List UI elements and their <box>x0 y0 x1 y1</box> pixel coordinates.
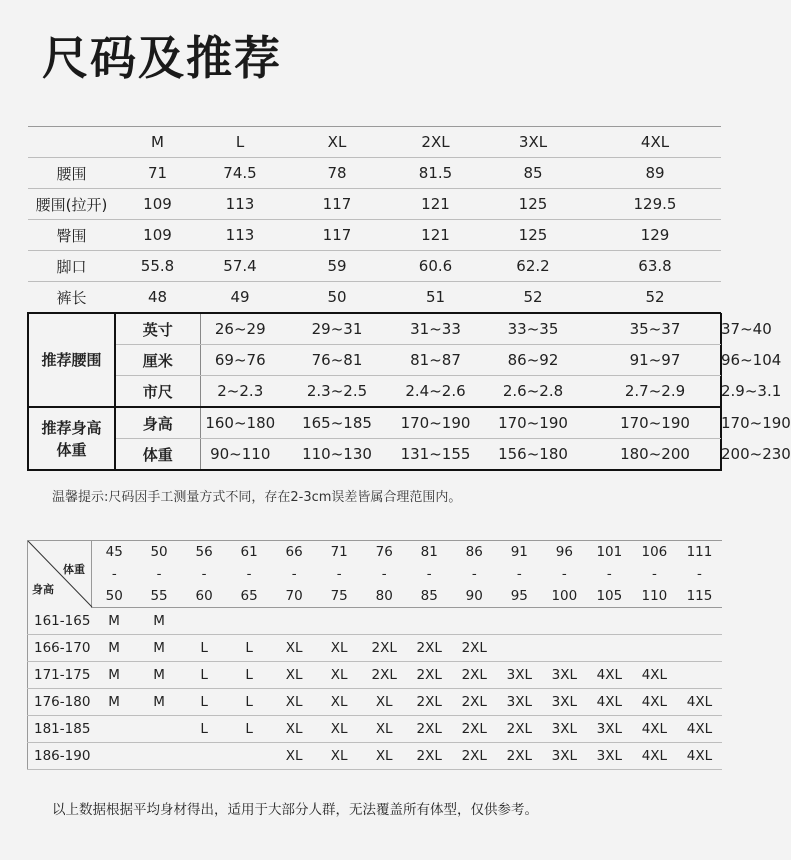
measure-value: 129 <box>589 220 721 251</box>
waist-value: 31~33 <box>394 313 477 345</box>
recommended-size: 2XL <box>452 743 497 770</box>
corner-height-label: 身高 <box>32 583 54 596</box>
size-header-cell: XL <box>280 127 394 158</box>
measure-value: 113 <box>200 189 280 220</box>
weight-dash: - <box>426 566 432 582</box>
body-value: 110~130 <box>280 439 394 471</box>
recommended-size: XL <box>317 662 362 689</box>
recommended-size: 4XL <box>632 662 677 689</box>
weight-low-row <box>28 541 723 564</box>
recommended-size: XL <box>317 689 362 716</box>
measure-label: 裤长 <box>28 282 115 314</box>
recommended-size: L <box>182 662 227 689</box>
measure-value: 50 <box>280 282 394 314</box>
recommended-size: 4XL <box>677 743 722 770</box>
weight-dash: - <box>651 566 657 582</box>
recommended-size <box>227 743 272 770</box>
recommended-size: 4XL <box>677 689 722 716</box>
recommended-size: XL <box>272 662 317 689</box>
recommended-size: 2XL <box>407 716 452 743</box>
recommended-size: L <box>182 689 227 716</box>
recommended-size: M <box>92 689 137 716</box>
weight-low: 91 <box>497 541 542 564</box>
recommended-size: L <box>227 662 272 689</box>
weight-low: 76 <box>362 541 407 564</box>
measure-value: 89 <box>589 158 721 189</box>
measure-value: 63.8 <box>589 251 721 282</box>
height-row <box>28 635 723 662</box>
body-group-label <box>28 407 115 470</box>
recommended-size: XL <box>362 689 407 716</box>
weight-dash: - <box>201 566 207 582</box>
recommended-size: 3XL <box>587 716 632 743</box>
measurement-note: 温馨提示:尺码因手工测量方式不同，存在2-3cm误差皆属合理范围内。 <box>52 490 462 505</box>
weight-low: 66 <box>272 541 317 564</box>
recommended-size <box>542 608 587 635</box>
recommended-size <box>452 608 497 635</box>
recommended-size <box>677 662 722 689</box>
weight-dash: - <box>606 566 612 582</box>
height-label: 186-190 <box>28 743 92 770</box>
recommended-size: 2XL <box>452 716 497 743</box>
height-row <box>28 662 723 689</box>
measure-row <box>28 282 721 314</box>
recommended-size: XL <box>272 635 317 662</box>
recommended-size: M <box>92 608 137 635</box>
measure-value: 129.5 <box>589 189 721 220</box>
weight-low: 106 <box>632 541 677 564</box>
recommended-size: L <box>182 635 227 662</box>
recommended-size <box>497 635 542 662</box>
weight-high: 115 <box>677 585 722 608</box>
recommended-size: XL <box>362 743 407 770</box>
measure-value: 78 <box>280 158 394 189</box>
recommended-size: 3XL <box>542 689 587 716</box>
corner-cell <box>28 541 92 608</box>
body-group-line2: 体重 <box>56 440 87 459</box>
measure-value: 117 <box>280 220 394 251</box>
measure-row <box>28 158 721 189</box>
recommended-size: M <box>92 662 137 689</box>
recommended-size: 2XL <box>452 635 497 662</box>
recommended-size <box>317 608 362 635</box>
height-label: 176-180 <box>28 689 92 716</box>
weight-low: 56 <box>182 541 227 564</box>
waist-value: 91~97 <box>589 345 721 376</box>
size-chart-table <box>27 126 791 471</box>
recommended-size <box>587 608 632 635</box>
weight-dash: - <box>471 566 477 582</box>
waist-value: 2.4~2.6 <box>394 376 477 408</box>
recommended-size: 4XL <box>587 689 632 716</box>
waist-value: 69~76 <box>200 345 280 376</box>
recommended-size <box>182 743 227 770</box>
measure-label: 腰围 <box>28 158 115 189</box>
recommended-size <box>677 608 722 635</box>
body-value: 170~190 <box>477 407 589 439</box>
recommended-size <box>497 608 542 635</box>
weight-low: 86 <box>452 541 497 564</box>
weight-high: 80 <box>362 585 407 608</box>
measure-row <box>28 189 721 220</box>
recommended-size <box>362 608 407 635</box>
weight-low: 71 <box>317 541 362 564</box>
recommended-size: XL <box>272 689 317 716</box>
measure-label: 脚口 <box>28 251 115 282</box>
size-header-cell: 2XL <box>394 127 477 158</box>
measure-value: 113 <box>200 220 280 251</box>
measure-value: 74.5 <box>200 158 280 189</box>
recommended-size: 2XL <box>452 689 497 716</box>
body-value: 131~155 <box>394 439 477 471</box>
weight-dash: - <box>156 566 162 582</box>
measure-value: 57.4 <box>200 251 280 282</box>
height-row <box>28 608 723 635</box>
measure-value: 109 <box>115 189 200 220</box>
recommended-size <box>632 635 677 662</box>
recommended-size <box>182 608 227 635</box>
recommended-size: XL <box>317 635 362 662</box>
weight-high: 95 <box>497 585 542 608</box>
weight-high: 100 <box>542 585 587 608</box>
waist-value: 2.3~2.5 <box>280 376 394 408</box>
recommended-size: 2XL <box>497 716 542 743</box>
recommended-size <box>677 635 722 662</box>
measure-value: 117 <box>280 189 394 220</box>
weight-dash: - <box>246 566 252 582</box>
header-corner <box>28 127 115 158</box>
weight-low: 81 <box>407 541 452 564</box>
weight-low: 96 <box>542 541 587 564</box>
size-header-cell: 4XL <box>589 127 721 158</box>
measure-value: 59 <box>280 251 394 282</box>
weight-low: 61 <box>227 541 272 564</box>
recommended-size: L <box>227 689 272 716</box>
recommended-size: 4XL <box>632 743 677 770</box>
weight-dash: - <box>291 566 297 582</box>
recommended-size: M <box>137 635 182 662</box>
recommended-size: 3XL <box>542 743 587 770</box>
corner-weight-label: 体重 <box>63 563 85 576</box>
recommended-size: 3XL <box>497 689 542 716</box>
size-header-cell: 3XL <box>477 127 589 158</box>
recommended-size: XL <box>317 743 362 770</box>
recommended-size <box>587 635 632 662</box>
recommended-size: L <box>182 716 227 743</box>
waist-value: 2.6~2.8 <box>477 376 589 408</box>
recommended-size <box>137 716 182 743</box>
body-value: 170~190 <box>394 407 477 439</box>
recommended-size: 2XL <box>362 662 407 689</box>
recommended-size: 4XL <box>632 689 677 716</box>
body-row: 体重 90~110 110~130 131~155 156~180 180~200 200~230 <box>28 439 721 471</box>
weight-high: 110 <box>632 585 677 608</box>
recommended-size: L <box>227 635 272 662</box>
measure-value: 81.5 <box>394 158 477 189</box>
waist-row: 厘米 69~76 76~81 81~87 86~92 91~97 96~104 <box>28 345 721 376</box>
recommended-size: 4XL <box>677 716 722 743</box>
waist-value: 81~87 <box>394 345 477 376</box>
measure-value: 121 <box>394 220 477 251</box>
measure-label: 臀围 <box>28 220 115 251</box>
weight-high: 75 <box>317 585 362 608</box>
recommended-size <box>407 608 452 635</box>
height-row <box>28 716 723 743</box>
size-header-row <box>28 127 721 158</box>
recommended-size <box>272 608 317 635</box>
waist-unit-label: 厘米 <box>115 345 200 376</box>
recommended-size <box>137 743 182 770</box>
measure-value: 121 <box>394 189 477 220</box>
size-header-cell: L <box>200 127 280 158</box>
weight-low: 111 <box>677 541 722 564</box>
body-metric-label: 身高 <box>115 407 200 439</box>
weight-high: 55 <box>137 585 182 608</box>
recommended-size: M <box>137 608 182 635</box>
weight-dash: - <box>111 566 117 582</box>
recommended-size: XL <box>272 716 317 743</box>
measure-value: 109 <box>115 220 200 251</box>
weight-dash: - <box>561 566 567 582</box>
height-row <box>28 743 723 770</box>
recommended-size: 3XL <box>542 662 587 689</box>
body-value: 165~185 <box>280 407 394 439</box>
measure-value: 125 <box>477 220 589 251</box>
body-metric-label: 体重 <box>115 439 200 471</box>
weight-high: 105 <box>587 585 632 608</box>
recommended-size: 3XL <box>542 716 587 743</box>
recommended-size: 2XL <box>407 635 452 662</box>
measure-value: 71 <box>115 158 200 189</box>
recommended-size: M <box>92 635 137 662</box>
waist-value: 29~31 <box>280 313 394 345</box>
waist-row: 市尺 2~2.3 2.3~2.5 2.4~2.6 2.6~2.8 2.7~2.9 2.9~3.1 <box>28 376 721 408</box>
recommended-size <box>632 608 677 635</box>
waist-value: 33~35 <box>477 313 589 345</box>
recommended-size: 3XL <box>497 662 542 689</box>
measure-row <box>28 220 721 251</box>
measure-value: 51 <box>394 282 477 314</box>
body-row: 推荐身高 体重 身高 160~180 165~185 170~190 170~190 170~190 170~190 <box>28 407 721 439</box>
body-value: 156~180 <box>477 439 589 471</box>
recommended-size: 2XL <box>452 662 497 689</box>
body-value: 90~110 <box>200 439 280 471</box>
recommended-size: 4XL <box>632 716 677 743</box>
recommended-size: XL <box>362 716 407 743</box>
recommended-size: 2XL <box>407 689 452 716</box>
recommended-size: 2XL <box>497 743 542 770</box>
recommended-size: L <box>227 716 272 743</box>
measure-value: 49 <box>200 282 280 314</box>
waist-value: 86~92 <box>477 345 589 376</box>
recommended-size <box>92 743 137 770</box>
size-header-cell: M <box>115 127 200 158</box>
waist-value: 2~2.3 <box>200 376 280 408</box>
recommendation-table <box>27 540 722 770</box>
waist-value: 2.7~2.9 <box>589 376 721 408</box>
weight-high: 60 <box>182 585 227 608</box>
weight-dash: - <box>697 566 702 582</box>
waist-unit-label: 市尺 <box>115 376 200 408</box>
recommended-size <box>92 716 137 743</box>
waist-value: 76~81 <box>280 345 394 376</box>
body-value: 180~200 <box>589 439 721 471</box>
disclaimer-note: 以上数据根据平均身材得出，适用于大部分人群，无法覆盖所有体型，仅供参考。 <box>52 802 538 818</box>
measure-value: 60.6 <box>394 251 477 282</box>
waist-value: 35~37 <box>589 313 721 345</box>
recommended-size: 4XL <box>587 662 632 689</box>
recommended-size <box>542 635 587 662</box>
measure-value: 85 <box>477 158 589 189</box>
height-label: 161-165 <box>28 608 92 635</box>
waist-unit-label: 英寸 <box>115 313 200 345</box>
weight-low: 50 <box>137 541 182 564</box>
measure-row <box>28 251 721 282</box>
body-value: 160~180 <box>200 407 280 439</box>
recommended-size <box>227 608 272 635</box>
height-label: 181-185 <box>28 716 92 743</box>
measure-label: 腰围(拉开) <box>28 189 115 220</box>
weight-high: 70 <box>272 585 317 608</box>
weight-high-row <box>28 585 723 608</box>
weight-high: 85 <box>407 585 452 608</box>
height-label: 166-170 <box>28 635 92 662</box>
weight-high: 65 <box>227 585 272 608</box>
recommended-size: 2XL <box>407 662 452 689</box>
measure-value: 52 <box>477 282 589 314</box>
weight-high: 50 <box>92 585 137 608</box>
waist-row: 推荐腰围 英寸 26~29 29~31 31~33 33~35 35~37 37~40 <box>28 313 721 345</box>
waist-group-label: 推荐腰围 <box>28 313 115 407</box>
measure-value: 55.8 <box>115 251 200 282</box>
recommended-size: 2XL <box>407 743 452 770</box>
weight-dash: - <box>516 566 522 582</box>
page-title: 尺码及推荐 <box>42 31 282 85</box>
measure-value: 52 <box>589 282 721 314</box>
recommended-size: M <box>137 662 182 689</box>
recommended-size: M <box>137 689 182 716</box>
body-group-line1: 推荐身高 <box>41 418 102 437</box>
recommended-size: XL <box>317 716 362 743</box>
measure-value: 62.2 <box>477 251 589 282</box>
height-row <box>28 689 723 716</box>
recommended-size: 3XL <box>587 743 632 770</box>
body-value: 170~190 <box>589 407 721 439</box>
weight-high: 90 <box>452 585 497 608</box>
weight-low: 101 <box>587 541 632 564</box>
weight-low: 45 <box>92 541 137 564</box>
recommended-size: XL <box>272 743 317 770</box>
weight-dash: - <box>336 566 342 582</box>
recommended-size: 2XL <box>362 635 407 662</box>
waist-value: 26~29 <box>200 313 280 345</box>
weight-dash-row <box>28 563 723 585</box>
measure-value: 48 <box>115 282 200 314</box>
weight-dash: - <box>381 566 387 582</box>
height-label: 171-175 <box>28 662 92 689</box>
measure-value: 125 <box>477 189 589 220</box>
